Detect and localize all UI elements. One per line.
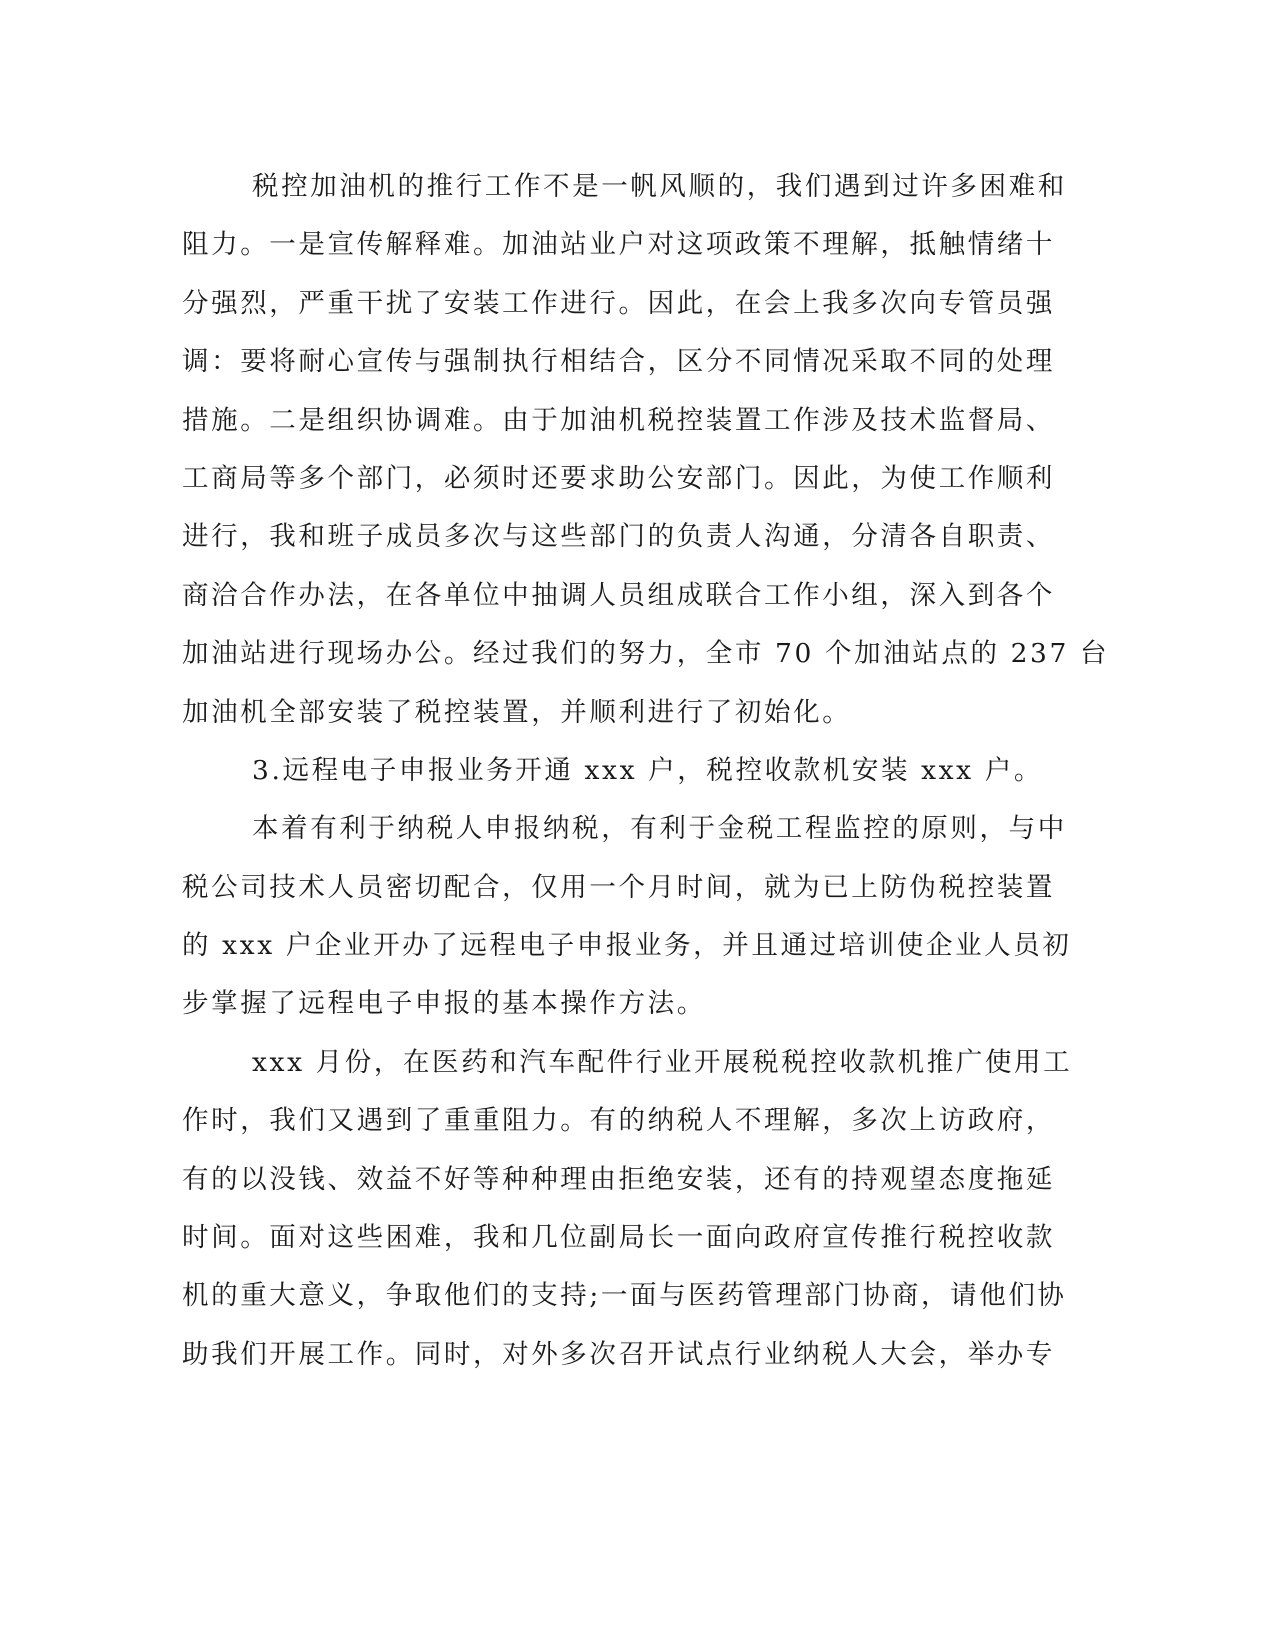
text-line: 调：要将耐心宣传与强制执行相结合，区分不同情况采取不同的处理 [182, 346, 1055, 378]
text-line: 工商局等多个部门，必须时还要求助公安部门。因此，为使工作顺利 [182, 462, 1055, 494]
text-line: 有的以没钱、效益不好等种种理由拒绝安装，还有的持观望态度拖延 [182, 1163, 1055, 1195]
document-body [182, 158, 1110, 1384]
text-line: 加油站进行现场办公。经过我们的努力，全市 70 个加油站点的 237 台 [182, 638, 1110, 670]
text-line: 步掌握了远程电子申报的基本操作方法。 [182, 988, 706, 1020]
text-line: 措施。二是组织协调难。由于加油机税控装置工作涉及技术监督局、 [182, 404, 1055, 436]
text-line: 阻力。一是宣传解释难。加油站业户对这项政策不理解，抵触情绪十 [182, 229, 1055, 261]
text-line: 税公司技术人员密切配合，仅用一个月时间，就为已上防伪税控装置 [182, 871, 1055, 903]
text-line: 的 xxx 户企业开办了远程电子申报业务，并且通过培训使企业人员初 [182, 930, 1072, 962]
text-line: 助我们开展工作。同时，对外多次召开试点行业纳税人大会，举办专 [182, 1338, 1055, 1370]
text-line: 时间。面对这些困难，我和几位副局长一面向政府宣传推行税控收款 [182, 1222, 1055, 1254]
text-line: 商洽合作办法，在各单位中抽调人员组成联合工作小组，深入到各个 [182, 579, 1055, 611]
text-line: 机的重大意义，争取他们的支持;一面与医药管理部门协商，请他们协 [182, 1280, 1067, 1312]
text-line: 3.远程电子申报业务开通 xxx 户，税控收款机安装 xxx 户。 [252, 754, 1043, 786]
text-line: 进行，我和班子成员多次与这些部门的负责人沟通，分清各自职责、 [182, 521, 1055, 553]
text-line: 本着有利于纳税人申报纳税，有利于金税工程监控的原则，与中 [252, 813, 1067, 845]
text-line: 分强烈，严重干扰了安装工作进行。因此，在会上我多次向专管员强 [182, 287, 1055, 319]
text-line: 加油机全部安装了税控装置，并顺利进行了初始化。 [182, 696, 852, 728]
text-line: 作时，我们又遇到了重重阻力。有的纳税人不理解，多次上访政府， [182, 1105, 1055, 1137]
text-line: 税控加油机的推行工作不是一帆风顺的，我们遇到过许多困难和 [252, 171, 1067, 202]
text-line: xxx 月份，在医药和汽车配件行业开展税税控收款机推广使用工 [252, 1046, 1073, 1078]
